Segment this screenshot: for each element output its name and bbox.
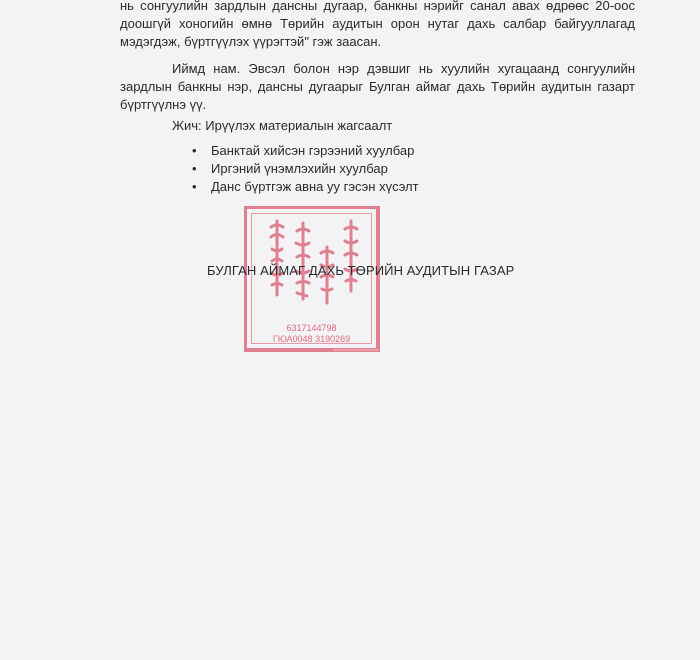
attachment-note-label: Жич: Ирүүлэх материалын жагсаалт [172,118,393,133]
stamp-register-number: 6317144798 [286,323,337,333]
stamp-underline [333,349,379,351]
paragraph-line: мэдэгдэж, бүртгүүлэх үүрэгтэй" гэж заасан. [120,34,382,49]
signature-organization: БУЛГАН АЙМАГ ДАХЬ ТӨРИЙН АУДИТЫН ГАЗАР [207,263,515,278]
paragraph-instruction [120,60,635,114]
paragraph-legal-quote [120,0,635,51]
paragraph-line: бүртгүүлнэ үү. [120,97,207,112]
attachment-list [192,142,419,196]
paragraph-line: Иймд нам. Эвсэл болон нэр дэвшиг нь хуулийн хугацаанд сонгуулийн [172,61,635,76]
paragraph-line: зардлын банкны нэр, дансны дугаарыг Булган аймаг дахь Төрийн аудитын газарт [120,79,635,94]
official-stamp [244,206,380,352]
list-item: • Банктай хийсэн гэрээний хуулбар [192,142,419,160]
list-item: • Данс бүртгэж авна уу гэсэн хүсэлт [192,178,419,196]
list-item: • Иргэний үнэмлэхийн хуулбар [192,160,419,178]
paragraph-line: доошгүй хоногийн өмнө Төрийн аудитын орон нутаг дахь салбар байгууллагад [120,16,635,31]
paragraph-line: нь сонгуулийн зардлын дансны дугаар, банкны нэрийг санал авах өдрөөс 20-оос [120,0,635,13]
stamp-registration-code: ГЮА0048 3190269 [272,334,351,344]
